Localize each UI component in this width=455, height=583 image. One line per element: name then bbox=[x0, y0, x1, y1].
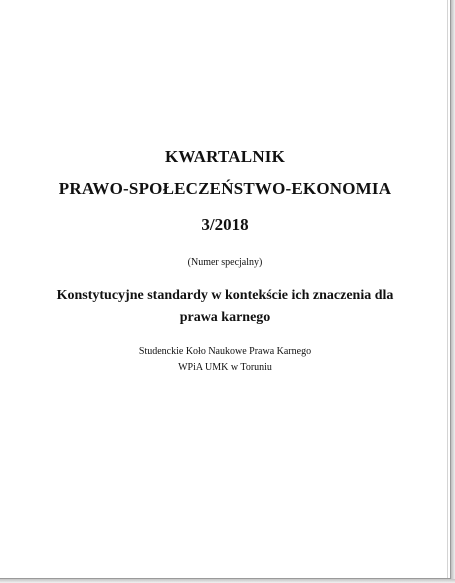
publisher-organization bbox=[0, 344, 450, 376]
page-bottom-shadow bbox=[0, 579, 455, 583]
journal-title-line-2: PRAWO-SPOŁECZEŃSTWO-EKONOMIA bbox=[58, 179, 392, 198]
organization-line-1: Studenckie Koło Naukowe Prawa Karnego bbox=[138, 346, 312, 357]
issue-subtitle bbox=[0, 285, 450, 329]
organization-line-2: WPiA UMK w Toruniu bbox=[178, 362, 272, 373]
issue-number: 3/2018 bbox=[201, 215, 249, 234]
issue-note: (Numer specjalny) bbox=[187, 257, 263, 268]
issue-subtitle-line-2: prawa karnego bbox=[179, 310, 271, 325]
page-edge-shadow bbox=[451, 0, 455, 583]
issue-subtitle-line-1: Konstytucyjne standardy w kontekście ich znaczenia dla bbox=[56, 288, 394, 303]
journal-title bbox=[0, 141, 450, 205]
journal-title-line-1: KWARTALNIK bbox=[164, 147, 286, 166]
